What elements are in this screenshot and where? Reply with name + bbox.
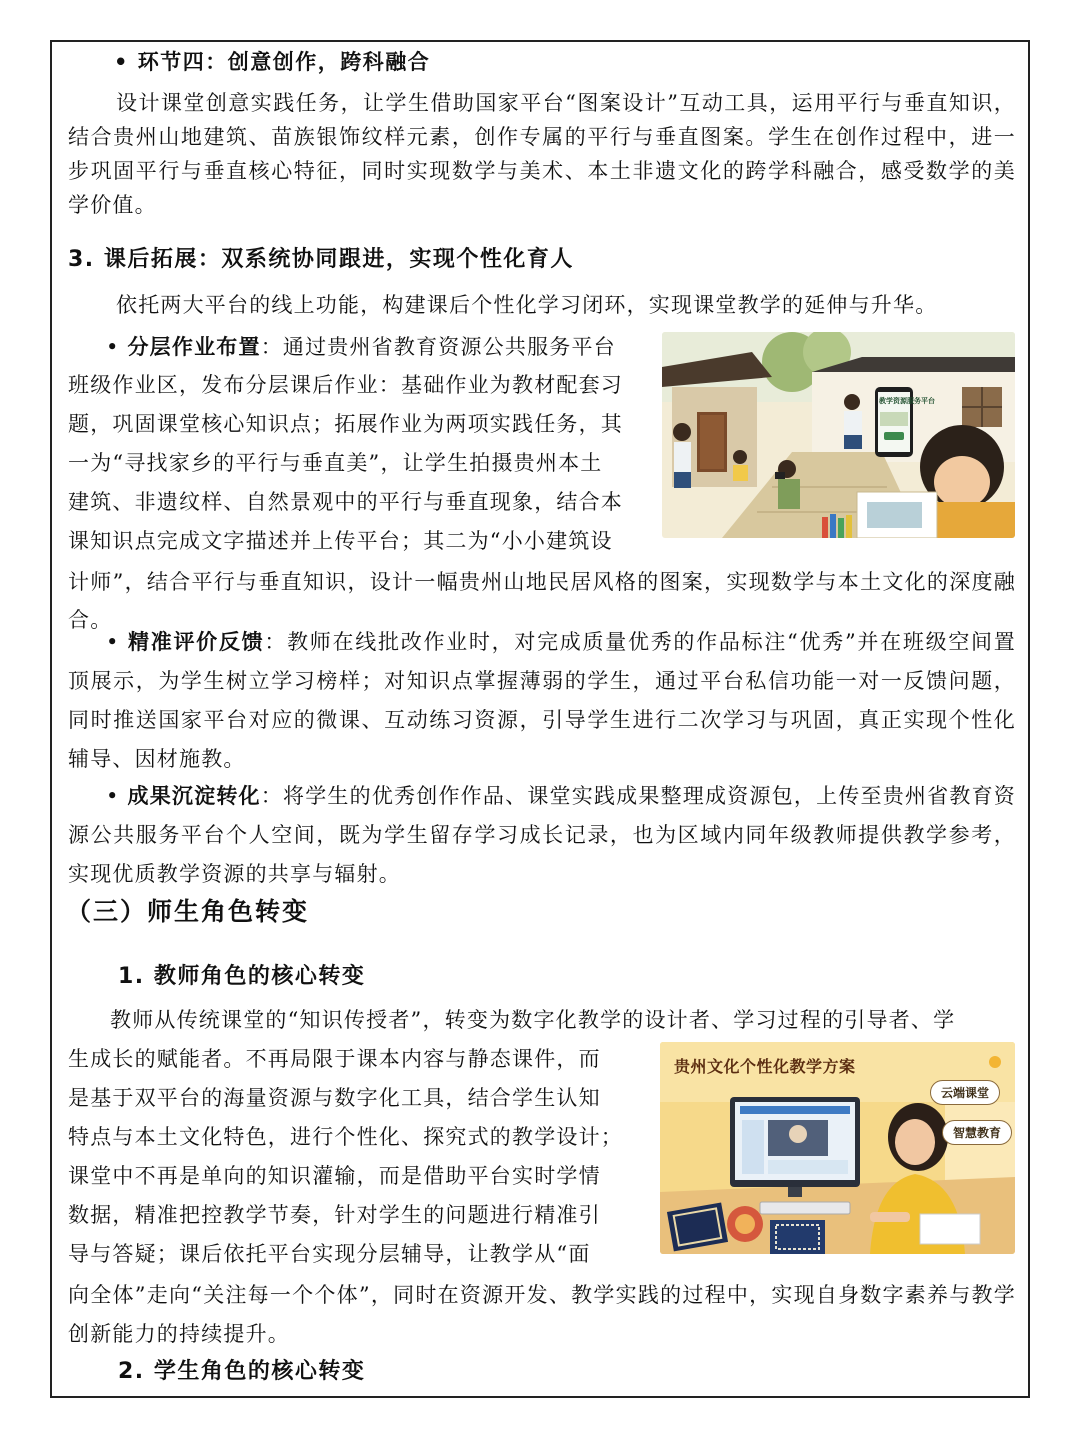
teacher-line4: 特点与本土文化特色，进行个性化、探究式的教学设计；	[68, 1125, 623, 1149]
homework-line4: 一为“寻找家乡的平行与垂直美”，让学生拍摄贵州本土	[68, 451, 603, 475]
teacher-line1: 教师从传统课堂的“知识传授者”，转变为数字化教学的设计者、学习过程的引导者、学	[110, 1008, 956, 1032]
village-photography-illustration	[662, 332, 1015, 538]
cloud-classroom-bubble: 云端课堂	[930, 1080, 1000, 1105]
homework-line1	[106, 330, 616, 364]
bullet: •	[106, 335, 120, 359]
document-page	[50, 40, 1030, 1398]
homework-line6: 课知识点完成文字描述并上传平台；其二为“小小建筑设	[68, 529, 613, 553]
homework-line5: 建筑、非遗纹样、自然景观中的平行与垂直现象，结合本	[68, 490, 623, 514]
results-text: ：将学生的优秀创作作品、课堂实践成果整理成资源包，上传至贵州省教育资源公共服务平台个人空间，既为学生留存学习成长记录，也为区域内同年级教师提供教学参考，实现优质教学资源的共享与辐射。	[68, 784, 1016, 886]
teacher-rest: 向全体”走向“关注每一个个体”，同时在资源开发、教学实践的过程中，实现自身数字素养与教学创新能力的持续提升。	[68, 1283, 1016, 1346]
teacher-line7: 导与答疑；课后依托平台实现分层辅导，让教学从“面	[68, 1242, 591, 1266]
teacher-line3: 是基于双平台的海量资源与数字化工具，结合学生认知	[68, 1086, 601, 1110]
homework-line1-text: ：通过贵州省教育资源公共服务平台	[260, 335, 616, 359]
bullet: •	[106, 630, 120, 654]
teacher-line2: 生成长的赋能者。不再局限于课本内容与静态课件，而	[68, 1047, 601, 1071]
homework-label: 分层作业布置	[127, 335, 261, 359]
teacher-line6: 数据，精准把控教学节奏，针对学生的问题进行精准引	[68, 1203, 601, 1227]
smart-education-bubble: 智慧教育	[942, 1120, 1012, 1145]
section3-heading: 3. 课后拓展：双系统协同跟进，实现个性化育人	[68, 247, 574, 272]
section3-intro: 依托两大平台的线上功能，构建课后个性化学习闭环，实现课堂教学的延伸与升华。	[116, 293, 938, 317]
phone-screen-text: 教学资源服务平台	[879, 397, 935, 405]
results-label: 成果沉淀转化	[127, 784, 261, 808]
homework-rest: 计师”，结合平行与垂直知识，设计一幅贵州山地民居风格的图案，实现数学与本土文化的深度融合。	[68, 570, 1016, 632]
results-paragraph	[68, 777, 1016, 894]
evaluation-text: ：教师在线批改作业时，对完成质量优秀的作品标注“优秀”并在班级空间置顶展示，为学生树立学习榜样；对知识点掌握薄弱的学生，通过平台私信功能一对一反馈问题，同时推送国家平台对应的微课、互动练习资源，引导学生进行二次学习与巩固，真正实现个性化辅导、因材施教。	[68, 630, 1016, 771]
homework-line3: 题，巩固课堂核心知识点；拓展作业为两项实践任务，其	[68, 412, 623, 436]
poster-title: 贵州文化个性化教学方案	[674, 1057, 856, 1076]
teacher-line5: 课堂中不再是单向的知识灌输，而是借助平台实时学情	[68, 1164, 601, 1188]
student-heading: 2. 学生角色的核心转变	[118, 1359, 366, 1384]
part3-heading: （三）师生角色转变	[66, 897, 310, 926]
evaluation-paragraph	[68, 623, 1016, 779]
teacher-heading: 1. 教师角色的核心转变	[118, 964, 366, 989]
section4-heading	[114, 46, 430, 76]
bullet: •	[106, 784, 120, 808]
evaluation-label: 精准评价反馈	[128, 630, 265, 654]
section4-paragraph: 设计课堂创意实践任务，让学生借助国家平台“图案设计”互动工具，运用平行与垂直知识，结合贵州山地建筑、苗族银饰纹样元素，创作专属的平行与垂直图案。学生在创作过程中，进一步巩固平行与垂直核心特征，同时实现数学与美术、本土非遗文化的跨学科融合，感受数学的美学价值。	[68, 91, 1016, 217]
section4-heading-text: 环节四：创意创作，跨科融合	[137, 50, 431, 74]
teaching-plan-illustration	[660, 1042, 1015, 1254]
homework-line2: 班级作业区，发布分层课后作业：基础作业为教材配套习	[68, 373, 623, 397]
bullet: •	[114, 50, 129, 74]
